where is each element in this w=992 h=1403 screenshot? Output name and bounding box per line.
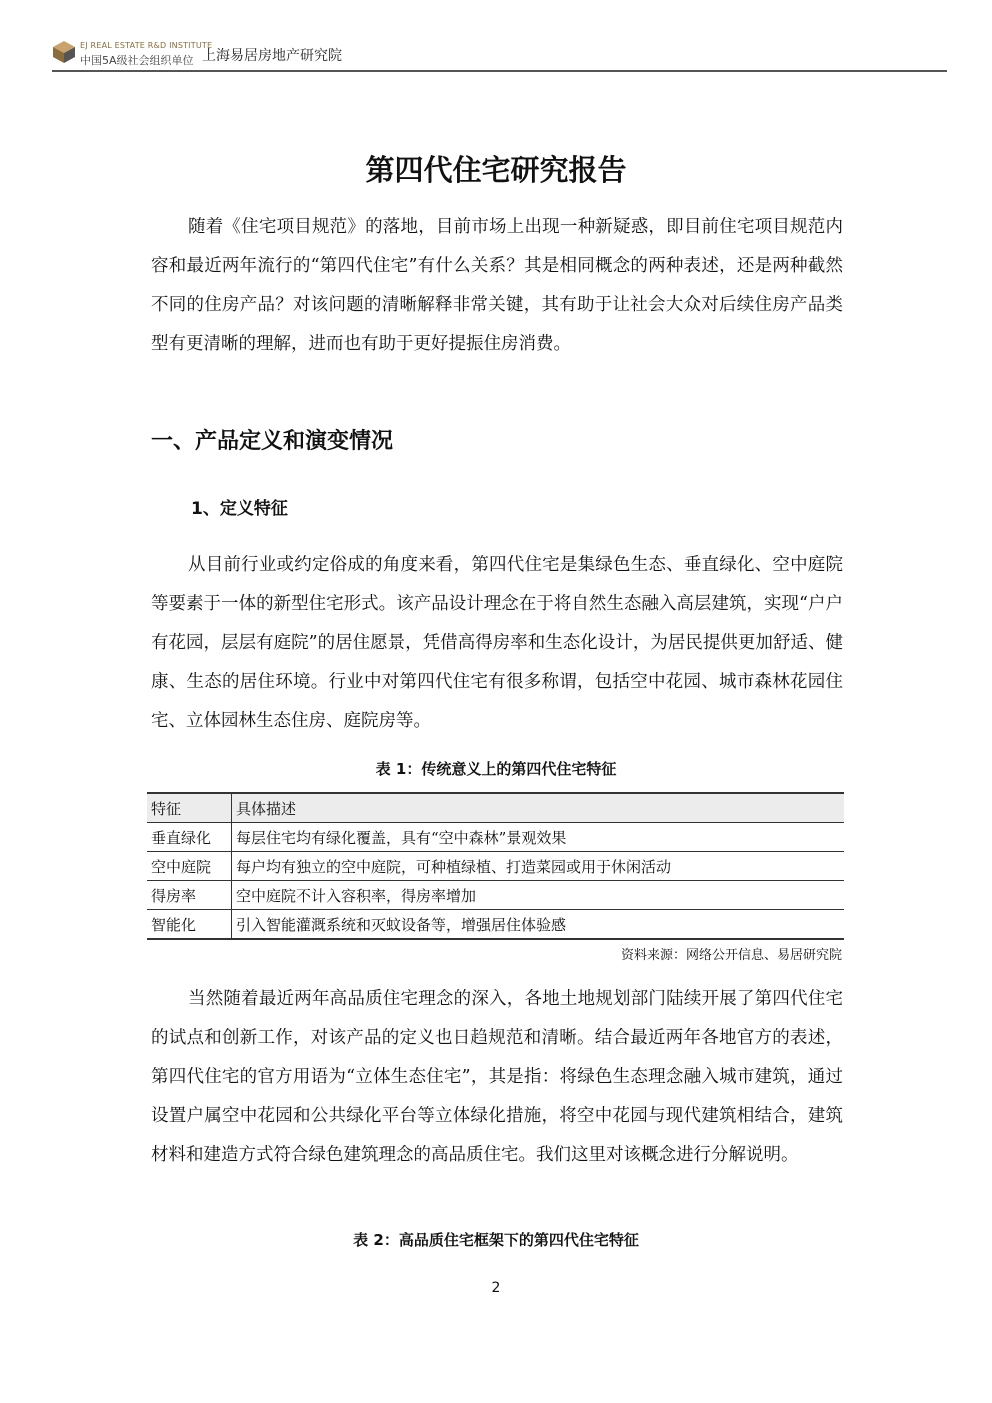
table-header-row bbox=[147, 793, 844, 823]
table-cell-description: 每户均有独立的空中庭院，可种植绿植、打造菜园或用于休闲活动 bbox=[232, 852, 845, 881]
official-definition-paragraph: 当然随着最近两年高品质住宅理念的深入，各地土地规划部门陆续开展了第四代住宅的试点和创新工作，对该产品的定义也日趋规范和清晰。结合最近两年各地官方的表述，第四代住宅的官方用语为“立体生态住宅”，其是指：将绿色生态理念融入城市建筑，通过设置户属空中花园和公共绿化平台等立体绿化措施，将空中花园与现代建筑相结合，建筑材料和建造方式符合绿色建筑理念的高品质住宅。我们这里对该概念进行分解说明。 bbox=[151, 989, 843, 1165]
table-cell-feature: 空中庭院 bbox=[147, 852, 232, 881]
report-title: 第四代住宅研究报告 bbox=[365, 153, 627, 187]
section-heading: 一、产品定义和演变情况 bbox=[151, 429, 394, 454]
table-cell-feature: 得房率 bbox=[147, 881, 232, 910]
intro-paragraph: 随着《住宅项目规范》的落地，目前市场上出现一种新疑惑，即目前住宅项目规范内容和最近两年流行的“第四代住宅”有什么关系？其是相同概念的两种表述，还是两种截然不同的住房产品？对该问题的清晰解释非常关键，其有助于让社会大众对后续住房产品类型有更清晰的理解，进而也有助于更好提振住房消费。 bbox=[151, 217, 843, 354]
features-table bbox=[147, 792, 844, 940]
definition-paragraph: 从目前行业或约定俗成的角度来看，第四代住宅是集绿色生态、垂直绿化、空中庭院等要素于一体的新型住宅形式。该产品设计理念在于将自然生态融入高层建筑，实现“户户有花园，层层有庭院”的居住愿景，凭借高得房率和生态化设计，为居民提供更加舒适、健康、生态的居住环境。行业中对第四代住宅有很多称谓，包括空中花园、城市森林花园住宅、立体园林生态住房、庭院房等。 bbox=[151, 555, 843, 731]
table-cell-feature: 垂直绿化 bbox=[147, 823, 232, 852]
table2-caption: 表 2：高品质住宅框架下的第四代住宅特征 bbox=[353, 1231, 639, 1249]
table1-caption: 表 1：传统意义上的第四代住宅特征 bbox=[375, 760, 617, 778]
page-header bbox=[52, 40, 947, 72]
table-header-cell: 特征 bbox=[147, 793, 232, 823]
table-row bbox=[147, 823, 844, 852]
page-number: 2 bbox=[491, 1280, 501, 1296]
logo-chinese-text: 中国5A级社会组织单位 bbox=[80, 54, 194, 67]
table-cell-description: 每层住宅均有绿化覆盖，具有“空中森林”景观效果 bbox=[232, 823, 845, 852]
institute-name: 上海易居房地产研究院 bbox=[202, 48, 342, 64]
table-cell-description: 空中庭院不计入容积率，得房率增加 bbox=[232, 881, 845, 910]
logo-english-text: EJ REAL ESTATE R&D INSTITUTE bbox=[80, 41, 213, 50]
table-source-note: 资料来源：网络公开信息、易居研究院 bbox=[620, 948, 842, 963]
table-row bbox=[147, 881, 844, 910]
subsection-heading: 1、定义特征 bbox=[191, 499, 288, 519]
header-divider bbox=[52, 70, 947, 72]
table-row bbox=[147, 910, 844, 940]
table-row bbox=[147, 852, 844, 881]
table-cell-feature: 智能化 bbox=[147, 910, 232, 940]
table-cell-description: 引入智能灌溉系统和灭蚊设备等，增强居住体验感 bbox=[232, 910, 845, 940]
table-header-cell: 具体描述 bbox=[232, 793, 845, 823]
institute-logo-icon bbox=[52, 40, 76, 64]
